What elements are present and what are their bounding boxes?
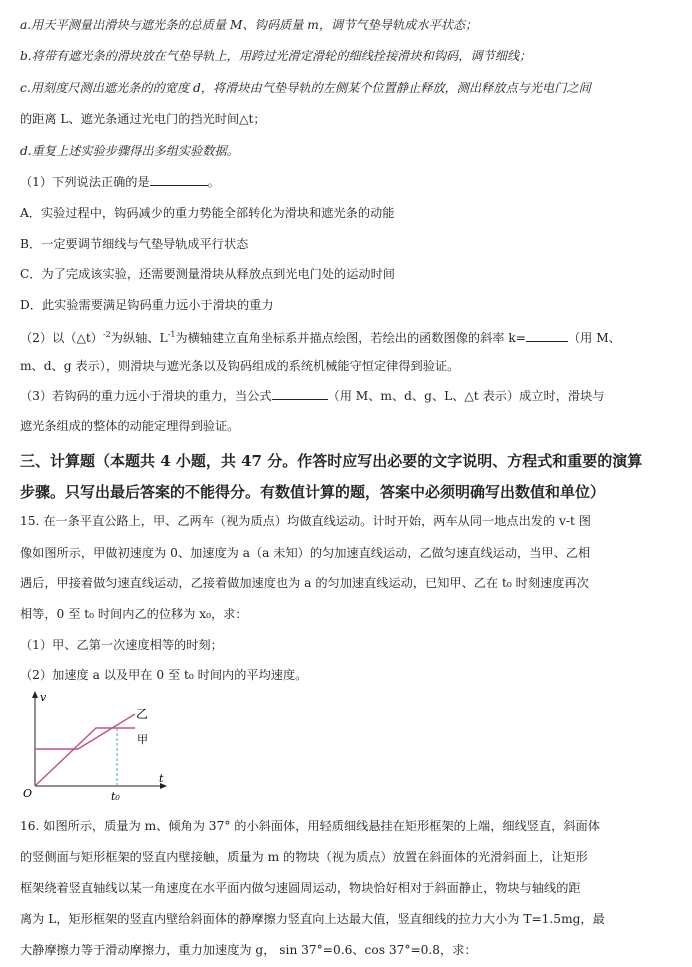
yi-label: 乙 xyxy=(136,707,149,721)
question-1-text: （1）下列说法正确的是 xyxy=(20,175,150,189)
q3-part-b: （用 M、m、d、g、L、△t 表示）成立时，滑块与 xyxy=(327,389,605,403)
curve-yi xyxy=(35,714,135,749)
step-c-line1: c.用刻度尺测出遮光条的的宽度 d，将滑块由气垫导轨的左侧某个位置静止释放，测出释放点与光电门之间 xyxy=(20,81,591,95)
t0-label: t₀ xyxy=(111,790,120,803)
problem-16-line3: 框架绕着竖直轴线以某一角速度在水平面内做匀速圆周运动，物块恰好相对于斜面静止，物块与轴线的距 xyxy=(20,881,581,895)
v-axis-arrow xyxy=(32,691,38,698)
answer-blank-3[interactable] xyxy=(272,399,328,400)
question-2-line2: m、d、g 表示），则滑块与遮光条以及钩码组成的系统机械能守恒定律得到验证。 xyxy=(20,359,460,373)
q2-part-a: （2）以（△t） xyxy=(20,331,103,346)
q2-sup-2: -1 xyxy=(167,330,176,339)
section-heading-line2: 步骤。只写出最后答案的不能得分。有数值计算的题，答案中必须明确写出数值和单位） xyxy=(20,483,606,501)
problem-15-line2: 像如图所示，甲做初速度为 0、加速度为 a（a 未知）的匀加速直线运动，乙做匀速直线运动，当甲、乙相 xyxy=(20,546,591,560)
problem-15-line3: 遇后，甲接着做匀速直线运动，乙接着做加速度也为 a 的匀加速直线运动，已知甲、乙在 t₀ 时刻速度再次 xyxy=(20,576,589,590)
problem-16-line1: 16. 如图所示，质量为 m、倾角为 37° 的小斜面体，用轻质细线悬挂在矩形框架的上端，细线竖直，斜面体 xyxy=(20,819,600,833)
q2-part-b: 为纵轴、L xyxy=(110,331,168,346)
section-heading-line1: 三、计算题（本题共 4 小题，共 47 分。作答时应写出必要的文字说明、方程式和重要的演算 xyxy=(20,452,643,470)
q2-part-d: （用 M、 xyxy=(567,331,621,346)
step-d: d.重复上述实验步骤得出多组实验数据。 xyxy=(20,144,239,158)
vt-graph xyxy=(18,688,178,806)
step-c-line2: 的距离 L、遮光条通过光电门的挡光时间△t； xyxy=(20,112,266,126)
problem-16-line5: 大静摩擦力等于滑动摩擦力，重力加速度为 g， sin 37°=0.6、cos 37°=0.8，求： xyxy=(20,943,477,957)
question-2-line1 xyxy=(20,327,680,346)
q3-part-a: （3）若钩码的重力远小于滑块的重力，当公式 xyxy=(20,389,272,403)
answer-blank-1[interactable] xyxy=(150,185,208,186)
v-axis-label: v xyxy=(40,691,47,704)
answer-blank-2[interactable] xyxy=(526,341,568,342)
step-a: a.用天平测量出滑块与遮光条的总质量 M、钩码质量 m，调节气垫导轨成水平状态； xyxy=(20,18,478,32)
option-a: A．实验过程中，钩码减少的重力势能全部转化为滑块和遮光条的动能 xyxy=(20,206,395,220)
q2-sup-1: -2 xyxy=(102,330,111,339)
question-3-line2: 遮光条组成的整体的动能定理得到验证。 xyxy=(20,419,240,433)
question-1 xyxy=(20,174,680,190)
problem-15-line4: 相等，0 至 t₀ 时间内乙的位移为 x₀，求： xyxy=(20,607,248,621)
t-axis-label: t xyxy=(159,772,164,785)
origin-label: O xyxy=(23,787,33,800)
problem-15-line1: 15. 在一条平直公路上，甲、乙两车（视为质点）均做直线运动。计时开始，两车从同一地点出发的 v-t 图 xyxy=(20,514,591,528)
question-1-end: 。 xyxy=(207,175,220,189)
option-b: B．一定要调节细线与气垫导轨成平行状态 xyxy=(20,237,249,251)
step-b: b.将带有遮光条的滑块放在气垫导轨上，用跨过光滑定滑轮的细线拴接滑块和钩码，调节细线； xyxy=(20,49,532,63)
problem-15-q2: （2）加速度 a 以及甲在 0 至 t₀ 时间内的平均速度。 xyxy=(20,668,308,682)
problem-16-line2: 的竖侧面与矩形框架的竖直内壁接触，质量为 m 的物块（视为质点）放置在斜面体的光滑斜面上，让矩形 xyxy=(20,850,588,864)
problem-15-q1: （1）甲、乙第一次速度相等的时刻； xyxy=(20,638,223,652)
option-d: D．此实验需要满足钩码重力远小于滑块的重力 xyxy=(20,298,274,312)
q2-part-c: 为横轴建立直角坐标系并描点绘图，若绘出的函数图像的斜率 k= xyxy=(175,331,526,346)
problem-16-line4: 离为 L，矩形框架的竖直内壁给斜面体的静摩擦力竖直向上达最大值，竖直细线的拉力大小为 T=1.5mg，最 xyxy=(20,912,605,926)
option-c: C．为了完成该实验，还需要测量滑块从释放点到光电门处的运动时间 xyxy=(20,267,395,281)
question-3-line1 xyxy=(20,388,680,404)
curve-jia xyxy=(35,728,135,786)
jia-label: 甲 xyxy=(137,733,148,746)
